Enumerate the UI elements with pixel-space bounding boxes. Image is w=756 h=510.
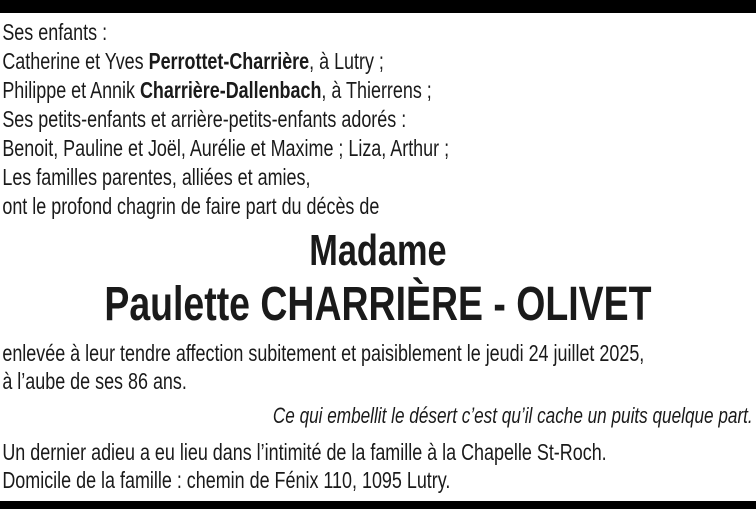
family-line-text: Ses petits-enfants et arrière-petits-enfants adorés : xyxy=(2,106,407,132)
family-line xyxy=(2,105,755,134)
family-line xyxy=(2,76,755,105)
death-detail-line: enlevée à leur tendre affection subitement et paisiblement le jeudi 24 juillet 2025, xyxy=(2,340,645,366)
memorial-quote: Ce qui embellit le désert c’est qu’il cache un puits quelque part. xyxy=(272,403,753,428)
family-line-text: Catherine et Yves xyxy=(2,48,149,74)
family-line xyxy=(2,163,755,192)
farewell-details xyxy=(0,438,756,494)
death-detail-line: à l’aube de ses 86 ans. xyxy=(2,368,187,394)
family-line-text: Ses enfants : xyxy=(2,19,108,45)
deceased-name: Paulette CHARRIÈRE - OLIVET xyxy=(104,278,652,331)
farewell-line: Domicile de la famille : chemin de Fénix 110, 1095 Lutry. xyxy=(2,467,451,493)
death-details xyxy=(0,339,756,395)
notice-content xyxy=(0,13,756,494)
bottom-border-bar xyxy=(0,501,756,509)
title-madame: Madame xyxy=(309,226,447,275)
top-border-bar xyxy=(0,0,756,13)
farewell-line: Un dernier adieu a eu lieu dans l’intimité de la famille à la Chapelle St-Roch. xyxy=(2,439,607,465)
family-line-text: ont le profond chagrin de faire part du décès de xyxy=(2,193,380,219)
family-line-text: , à Lutry ; xyxy=(309,48,384,74)
family-line-text: Benoit, Pauline et Joël, Aurélie et Maxime ; Liza, Arthur ; xyxy=(2,135,450,161)
family-line xyxy=(2,47,755,76)
family-line xyxy=(2,192,755,221)
family-line-bold: Perrottet-Charrière xyxy=(148,48,310,74)
family-announcement xyxy=(0,13,756,221)
family-line-bold: Charrière-Dallenbach xyxy=(139,77,322,103)
family-line-text: , à Thierrens ; xyxy=(321,77,432,103)
family-line xyxy=(2,18,755,47)
family-line-text: Philippe et Annik xyxy=(2,77,140,103)
family-line-text: Les familles parentes, alliées et amies, xyxy=(2,164,311,190)
family-line xyxy=(2,134,755,163)
